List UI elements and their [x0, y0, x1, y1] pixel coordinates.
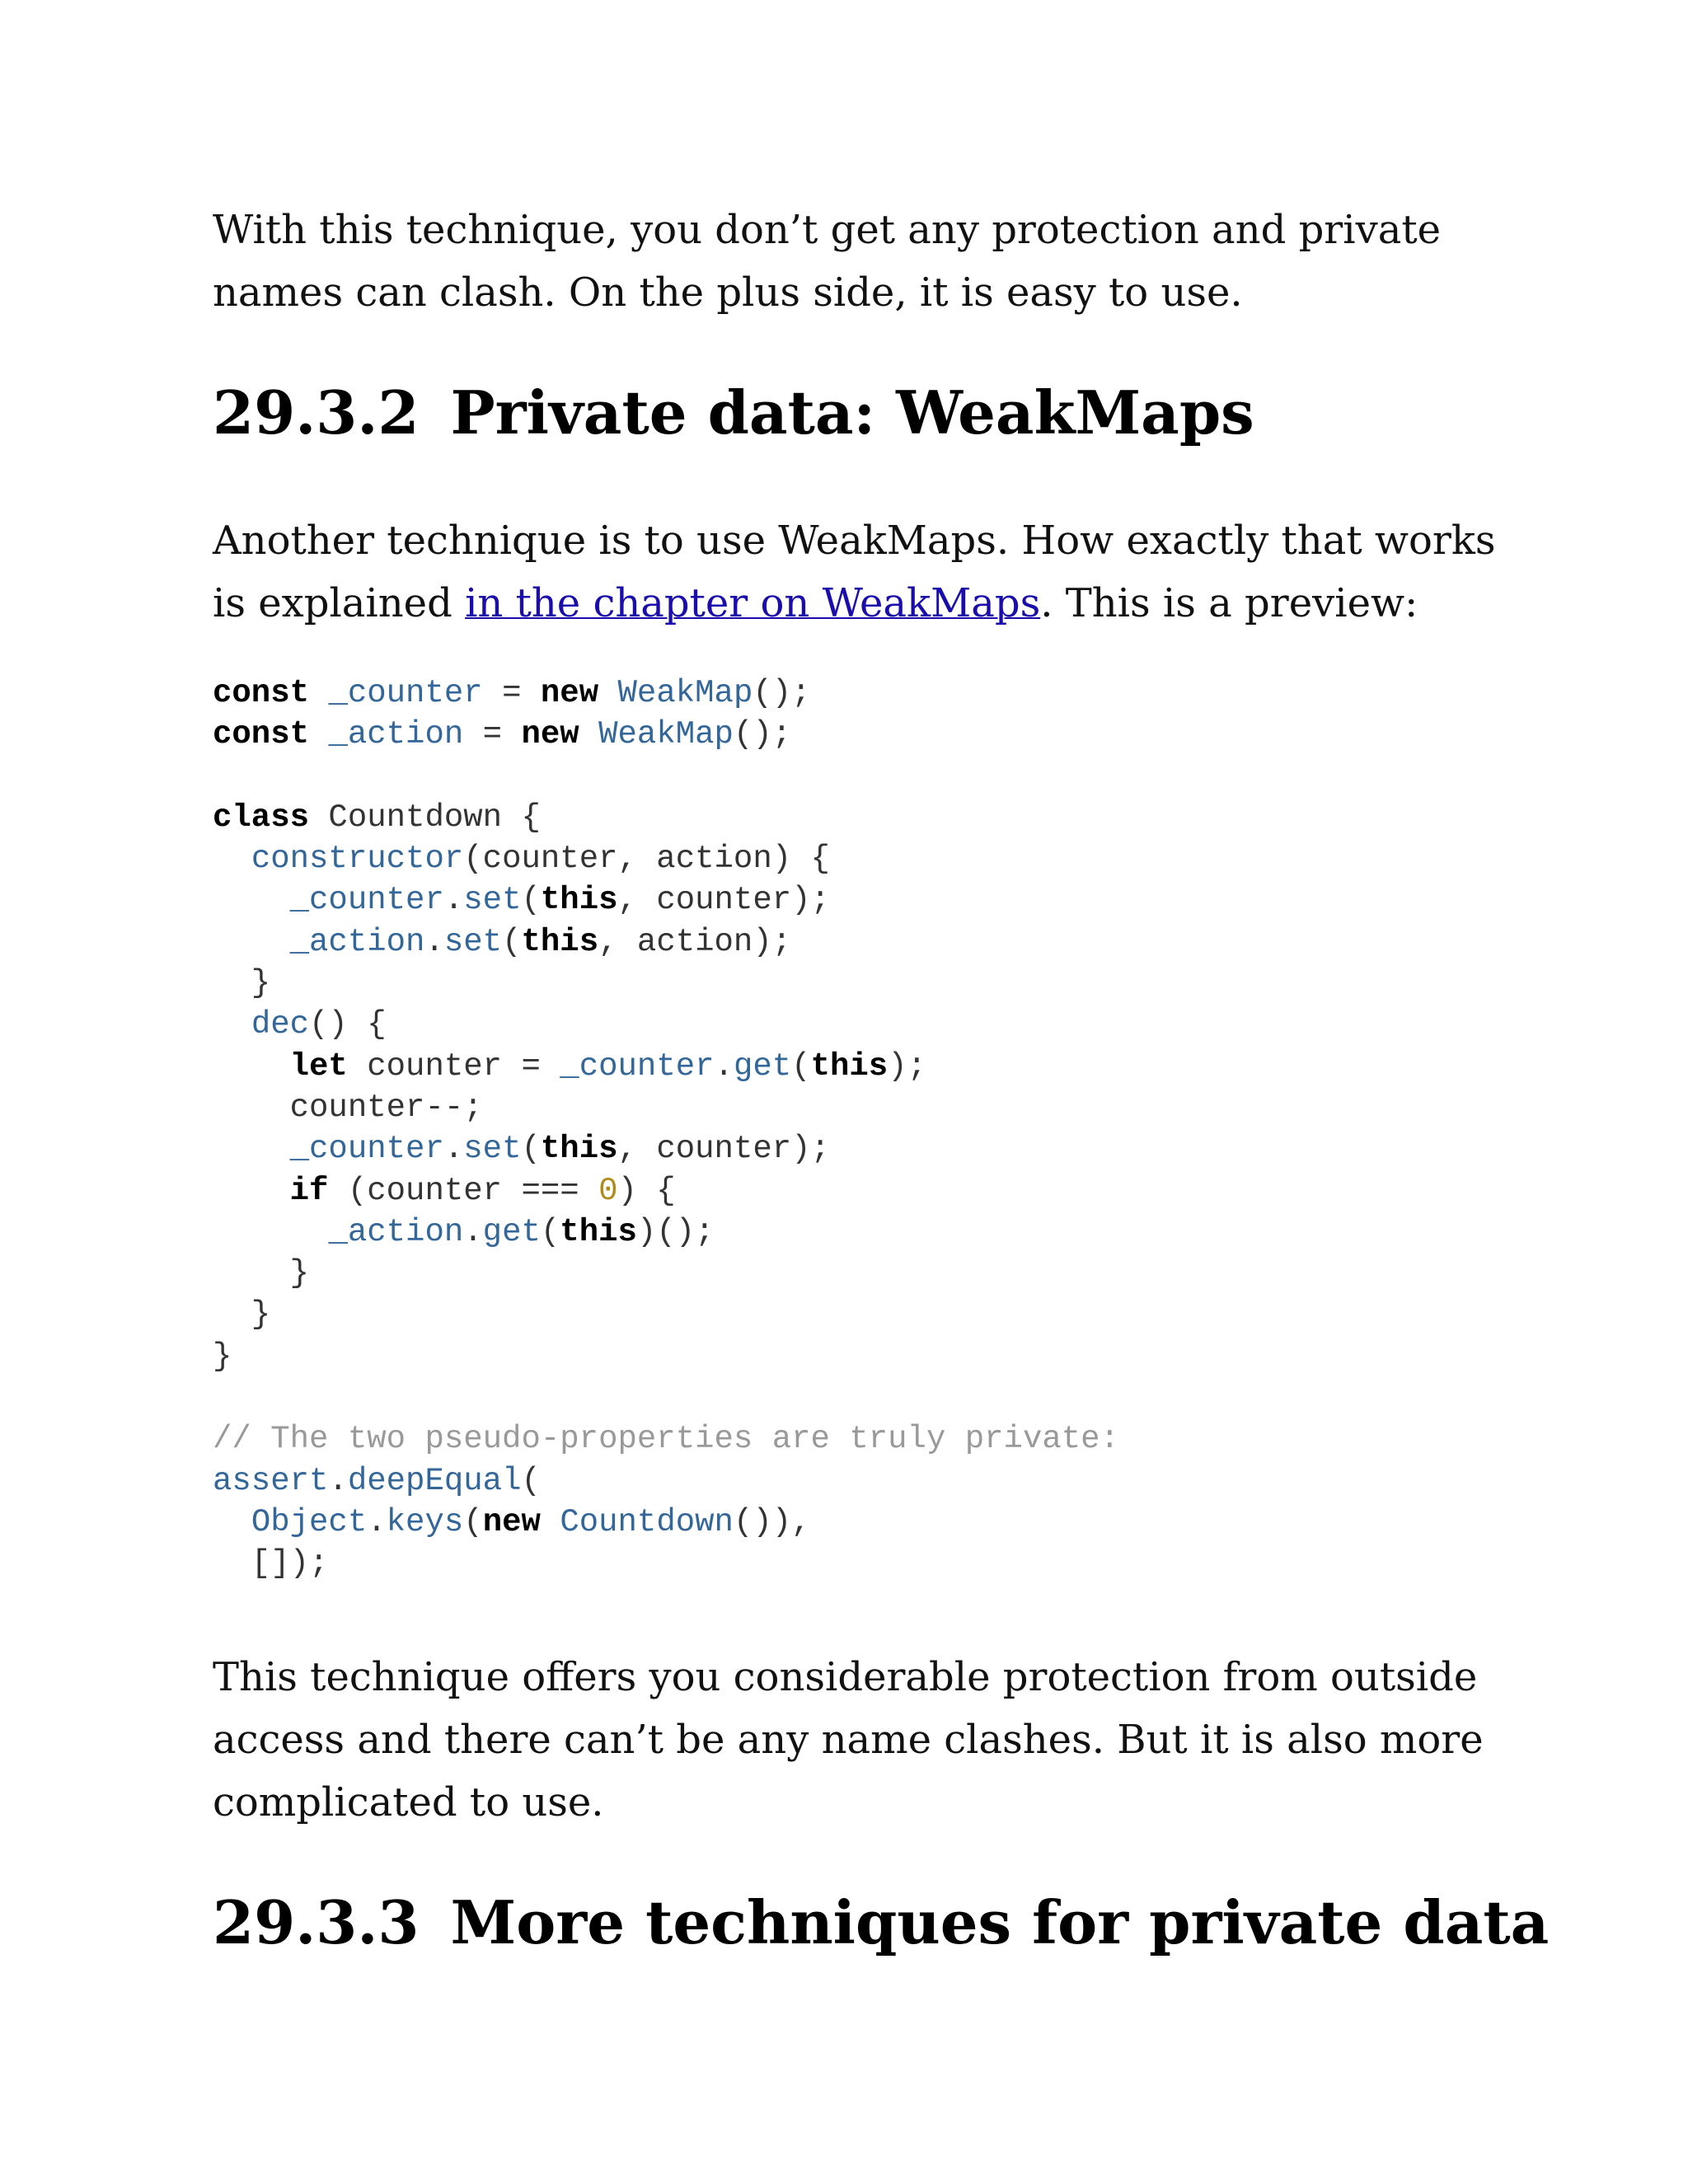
- paragraph-text: . This is a preview:: [1040, 580, 1418, 626]
- code-identifier: set: [463, 882, 522, 919]
- code-line: [213, 1048, 926, 1085]
- code-keyword: this: [540, 882, 618, 919]
- code-text: .: [463, 1213, 483, 1250]
- section-number: 29.3.3: [213, 1887, 420, 1957]
- code-text: .: [424, 923, 444, 960]
- code-text: counter =: [347, 1047, 560, 1085]
- code-line: [213, 1214, 715, 1250]
- code-comment: // The two pseudo-properties are truly private:: [213, 1421, 1119, 1458]
- code-identifier: _action: [328, 716, 464, 753]
- code-line: [213, 965, 270, 1001]
- code-keyword: if: [289, 1172, 329, 1209]
- code-text: =: [482, 675, 541, 711]
- code-text: ) {: [617, 1172, 676, 1209]
- code-line: [213, 841, 830, 877]
- code-text: =: [463, 716, 522, 753]
- section-number: 29.3.2: [213, 377, 420, 448]
- code-line: [213, 1421, 1119, 1457]
- code-identifier: assert: [213, 1462, 329, 1499]
- code-line: [213, 924, 791, 960]
- code-identifier: _counter: [289, 1131, 444, 1168]
- code-number: 0: [598, 1172, 618, 1209]
- section-heading-weakmaps: [213, 376, 1254, 450]
- code-text: [309, 716, 328, 752]
- code-line: [213, 675, 811, 711]
- code-line: [213, 1131, 830, 1167]
- code-text: }: [213, 965, 271, 1002]
- code-text: );: [888, 1047, 926, 1085]
- code-text: ()),: [733, 1503, 811, 1540]
- code-text: [213, 1173, 290, 1209]
- code-identifier: _counter: [289, 882, 444, 919]
- code-text: [579, 716, 598, 752]
- code-text: ();: [733, 716, 792, 753]
- code-text: .: [443, 882, 464, 919]
- code-text: (counter ===: [328, 1172, 599, 1209]
- code-line: [213, 1504, 811, 1540]
- code-block: [213, 673, 1119, 1585]
- code-text: (: [521, 1462, 541, 1499]
- code-text: [213, 1048, 290, 1085]
- protection-paragraph: This technique offers you considerable protection from outside access and there can’t be any name clashes. But it is also more complicated to use.: [213, 1654, 1484, 1825]
- code-text: [213, 1504, 251, 1540]
- code-line: [213, 1090, 483, 1126]
- section-heading-more-techniques: [213, 1886, 1549, 1960]
- code-identifier: Countdown: [560, 1503, 734, 1540]
- code-identifier: _action: [328, 1213, 464, 1250]
- code-identifier: get: [482, 1213, 541, 1250]
- code-text: , counter);: [617, 882, 830, 919]
- code-line: [213, 1006, 387, 1043]
- code-text: () {: [309, 1006, 387, 1043]
- code-identifier: dec: [251, 1006, 310, 1043]
- section-title: More techniques for private data: [450, 1887, 1550, 1957]
- code-keyword: this: [810, 1047, 889, 1085]
- code-text: [213, 1131, 290, 1167]
- code-identifier: get: [733, 1047, 792, 1085]
- code-text: [213, 882, 290, 918]
- code-identifier: WeakMap: [598, 716, 734, 753]
- code-text: .: [328, 1462, 348, 1499]
- code-identifier: deepEqual: [347, 1462, 522, 1499]
- code-text: [541, 1504, 560, 1540]
- code-text: [213, 841, 251, 877]
- code-text: (: [791, 1047, 811, 1085]
- code-identifier: set: [443, 923, 503, 960]
- weakmaps-paragraph: [213, 509, 1498, 635]
- code-text: (: [540, 1213, 560, 1250]
- code-line: [213, 1463, 541, 1499]
- code-keyword: new: [540, 675, 599, 711]
- code-text: [213, 924, 290, 960]
- code-text: [598, 675, 617, 711]
- code-line: [213, 716, 791, 752]
- code-identifier: constructor: [251, 841, 464, 878]
- code-text: []);: [213, 1545, 329, 1582]
- code-keyword: class: [213, 799, 310, 836]
- code-line: [213, 1338, 232, 1375]
- code-text: )();: [636, 1213, 715, 1250]
- weakmaps-chapter-link[interactable]: in the chapter on WeakMaps: [465, 580, 1041, 626]
- code-keyword: new: [482, 1503, 541, 1540]
- code-text: ();: [753, 675, 811, 711]
- code-text: [213, 1006, 251, 1043]
- code-text: (: [521, 882, 541, 919]
- code-text: Countdown {: [309, 799, 541, 836]
- code-keyword: const: [213, 716, 310, 753]
- code-line: [213, 1545, 328, 1582]
- code-text: .: [367, 1503, 387, 1540]
- code-text: (counter, action) {: [463, 841, 830, 878]
- code-identifier: _counter: [560, 1047, 715, 1085]
- code-keyword: new: [521, 716, 579, 753]
- code-identifier: keys: [386, 1503, 464, 1540]
- code-text: , counter);: [617, 1131, 830, 1168]
- code-line: [213, 1296, 270, 1333]
- code-keyword: this: [521, 923, 599, 960]
- paragraph-text: Another technique is to use WeakMaps. How exactly that works is explained: [213, 518, 1496, 626]
- code-text: }: [213, 1296, 271, 1333]
- code-text: .: [443, 1131, 464, 1168]
- code-identifier: set: [463, 1131, 522, 1168]
- section-title: Private data: WeakMaps: [450, 377, 1254, 448]
- intro-paragraph: With this technique, you don’t get any protection and private names can clash. On the plus side, it is easy to use.: [213, 207, 1442, 316]
- code-text: , action);: [598, 923, 792, 960]
- code-line: [213, 799, 541, 836]
- code-identifier: _action: [289, 923, 425, 960]
- code-line: [213, 1173, 676, 1209]
- code-line: [213, 1255, 309, 1291]
- code-keyword: this: [540, 1131, 618, 1168]
- code-keyword: this: [560, 1213, 637, 1250]
- code-text: [309, 675, 328, 711]
- code-text: (: [521, 1131, 541, 1168]
- code-text: counter--;: [213, 1089, 483, 1126]
- code-identifier: WeakMap: [617, 675, 753, 711]
- code-line: [213, 882, 830, 918]
- code-text: (: [463, 1503, 483, 1540]
- code-text: (: [502, 923, 522, 960]
- code-identifier: Object: [251, 1503, 368, 1540]
- code-text: [213, 1214, 328, 1250]
- code-text: }: [213, 1338, 232, 1375]
- code-identifier: _counter: [328, 675, 483, 711]
- code-keyword: let: [289, 1047, 348, 1085]
- code-text: .: [714, 1047, 734, 1085]
- code-keyword: const: [213, 675, 310, 711]
- code-text: }: [213, 1255, 310, 1292]
